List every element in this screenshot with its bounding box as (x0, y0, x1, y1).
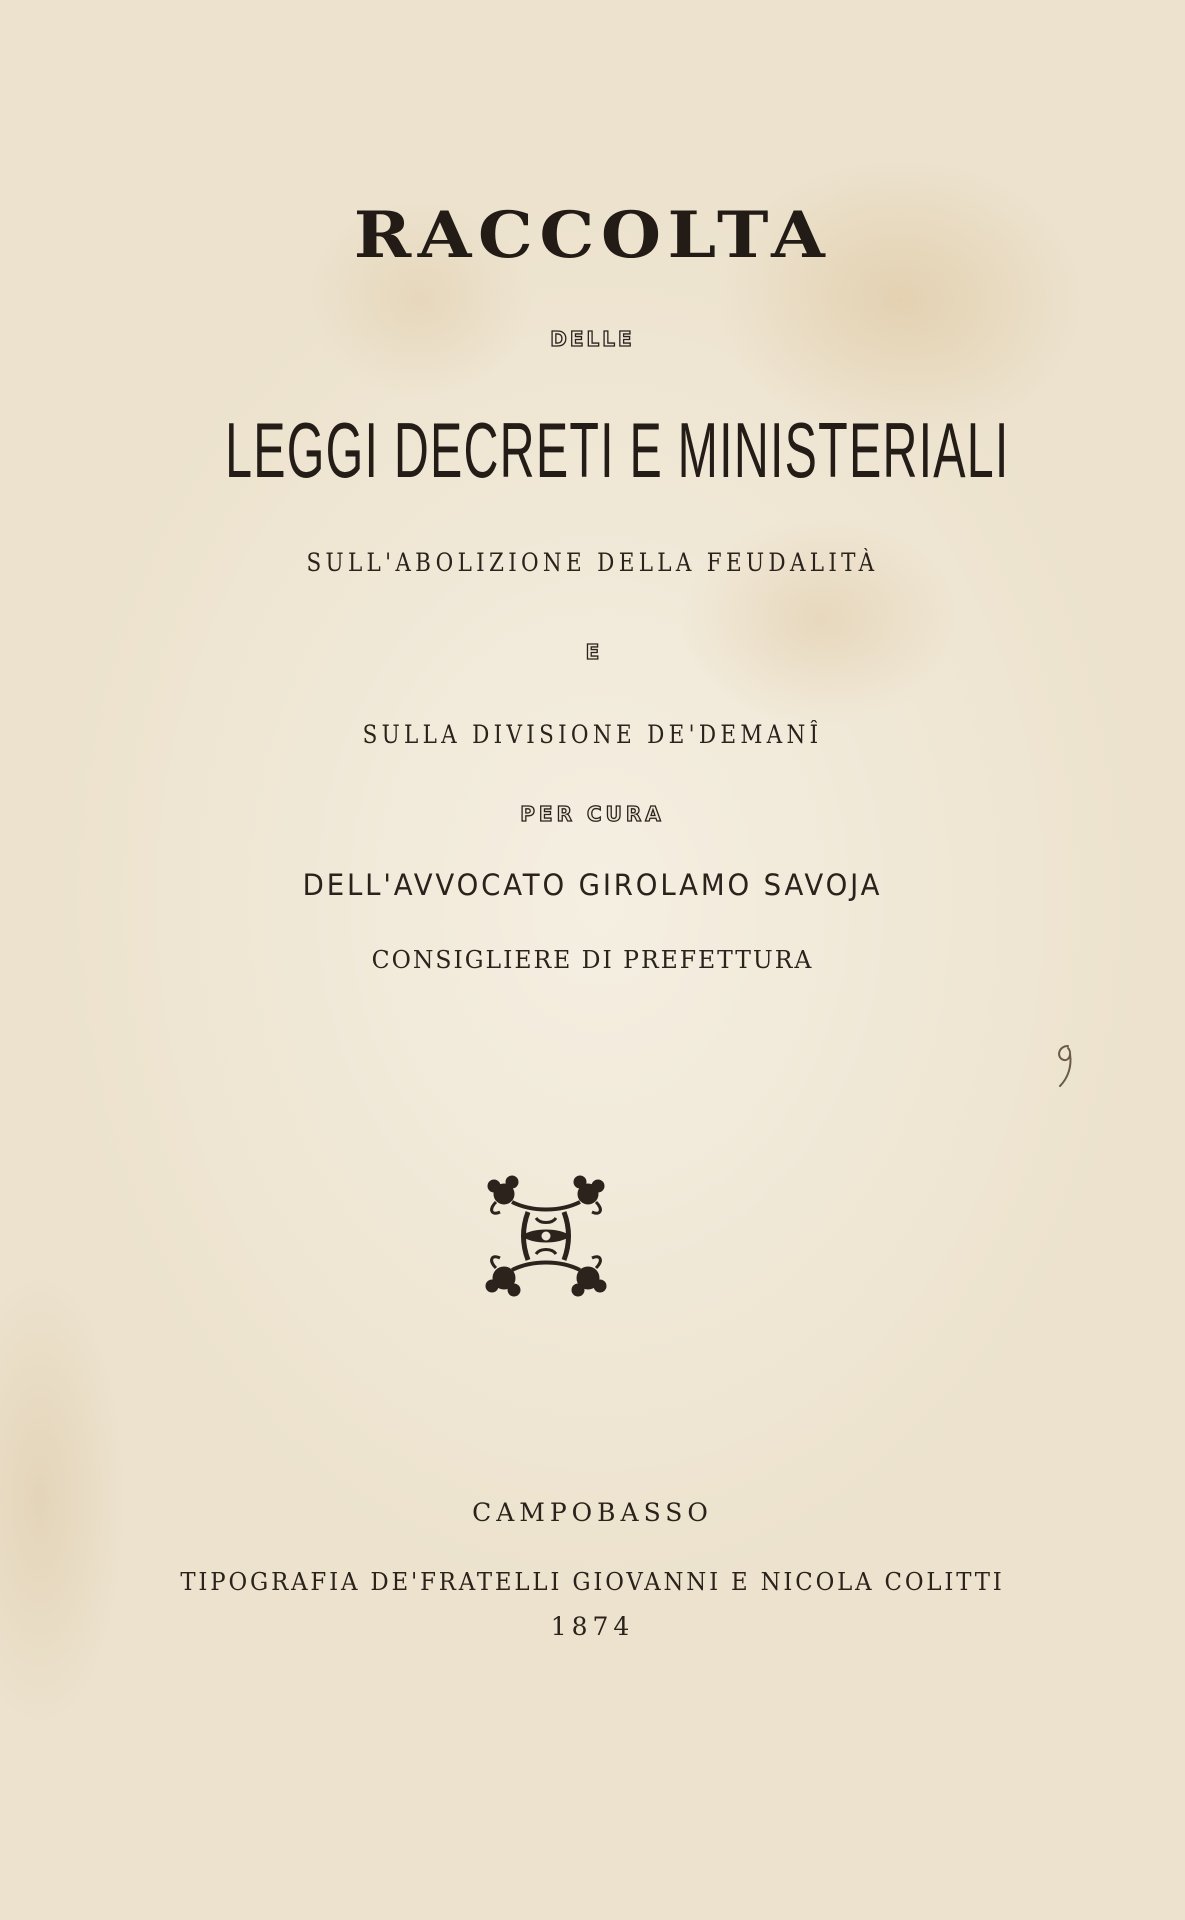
subtitle-divisione: SULLA DIVISIONE DE'DEMANÎ (362, 720, 823, 749)
conjunction-e: E (585, 640, 600, 664)
subtitle-abolizione: SULL'ABOLIZIONE DELLA FEUDALITÀ (306, 548, 879, 577)
publication-year: 1874 (550, 1612, 635, 1641)
handwritten-mark-icon (1050, 1040, 1080, 1090)
publication-city: CAMPOBASSO (472, 1498, 713, 1527)
author-role: CONSIGLIERE DI PREFETTURA (371, 946, 814, 974)
printer-line: TIPOGRAFIA DE'FRATELLI GIOVANNI E NICOLA COLITTI (180, 1568, 1005, 1596)
title-raccolta: RACCOLTA (353, 198, 832, 273)
author-line: DELL'AVVOCATO GIROLAMO SAVOJA (302, 868, 883, 902)
main-title: LEGGI DECRETI E MINISTERIALI (225, 406, 1010, 494)
word-delle: DELLE (550, 327, 635, 351)
floral-ornament-icon (482, 1172, 610, 1300)
per-cura: PER CURA (520, 802, 665, 826)
